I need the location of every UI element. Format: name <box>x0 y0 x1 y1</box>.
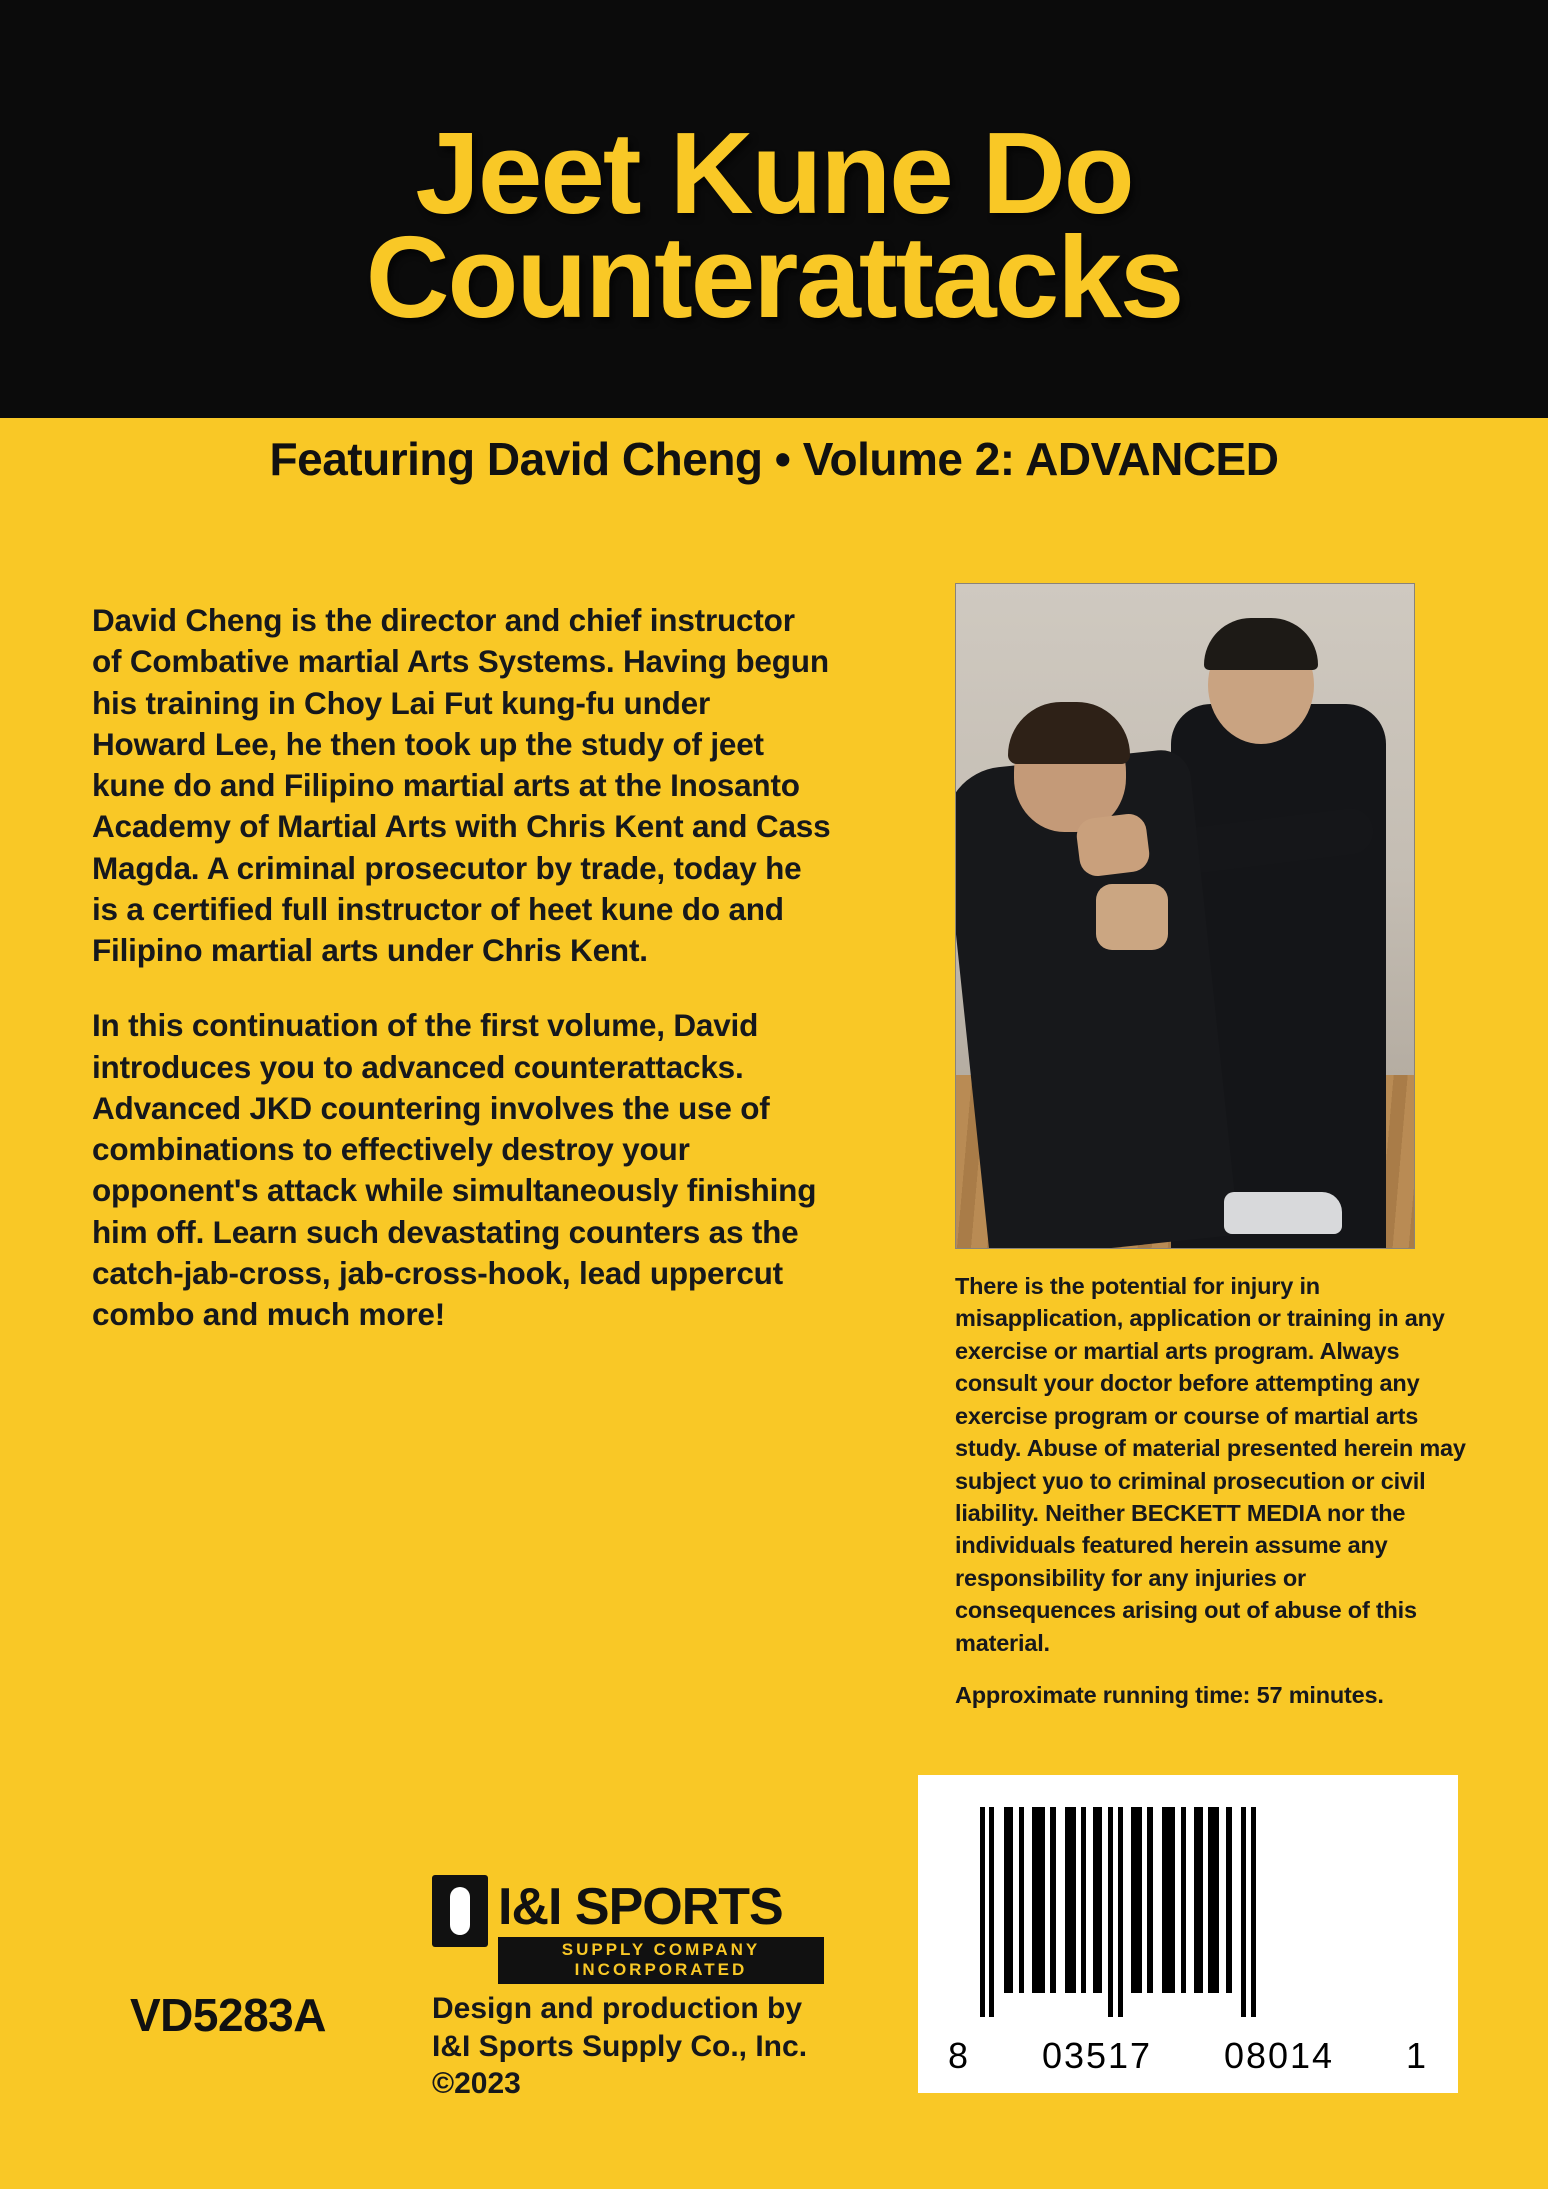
page-title-line-2: Counterattacks <box>365 212 1183 343</box>
photo-shoe <box>1224 1192 1342 1234</box>
logo-name: I&I SPORTS <box>498 1878 783 1936</box>
barcode-gap <box>1186 1807 1194 1993</box>
barcode-gap <box>1153 1807 1162 1993</box>
sku-code: VD5283A <box>130 1989 326 2041</box>
bio-paragraph: David Cheng is the director and chief instructor of Combative martial Arts Systems. Having begun his training in Choy Lai Fut kung-fu under Howard Lee, he then took up the study of jeet kune do and Filipino martial arts at the Inosanto Academy of Martial Arts with Chris Kent and Cass Magda. A criminal prosecutor by trade, today he is a certified full instructor of heet kune do and Filipino martial arts under Chris Kent. <box>92 602 831 968</box>
photo-striking-hand <box>1075 812 1152 878</box>
barcode-bar <box>1131 1807 1142 1993</box>
barcode-bar <box>1004 1807 1013 1993</box>
barcode-gap <box>1232 1807 1241 1993</box>
logo-tagline: SUPPLY COMPANY INCORPORATED <box>498 1937 824 1984</box>
barcode-gap <box>1219 1807 1226 1993</box>
barcode <box>918 1775 1458 2093</box>
barcode-digits <box>918 2035 1458 2077</box>
barcode-gap <box>994 1807 1004 1993</box>
barcode-gap <box>1024 1807 1032 1993</box>
publisher-logo <box>432 1875 824 1979</box>
legal-disclaimer: There is the potential for injury in misapplication, application or training in any exercise or martial arts program. Always consult your doctor before attempting any exercise program or course of martial arts study. Abuse of material presented herein may subject yuo to criminal prosecution or civil liability. Neither BECKETT MEDIA nor the individuals featured herein assume any responsibility for any injuries or consequences arising out of abuse of this material. <box>955 1273 1466 1656</box>
barcode-gap <box>1086 1807 1093 1993</box>
barcode-bar <box>1032 1807 1045 1993</box>
description-column <box>92 600 832 1369</box>
credits-line-2: I&I Sports Supply Co., Inc. <box>432 2029 808 2063</box>
running-time: Approximate running time: 57 minutes. <box>955 1682 1384 1708</box>
barcode-bar <box>1194 1807 1203 1993</box>
credits-line-1: Design and production by <box>432 1992 803 2025</box>
barcode-left-digit: 8 <box>948 2035 971 2076</box>
barcode-group-1: 03517 <box>1041 2035 1153 2076</box>
logo-mark-icon <box>432 1875 488 1947</box>
content-paragraph: In this continuation of the first volume, David introduces you to advanced counterattacks. Advanced JKD countering involves the use of combinations to effectively destroy your opponent's attack while simultaneously finishing him off. Learn such devastating counters as the catch-jab-cross, jab-cross-hook, lead uppercut combo and much more! <box>92 1007 817 1332</box>
barcode-bar <box>1162 1807 1175 1993</box>
barcode-bar <box>1093 1807 1102 1993</box>
barcode-gap <box>1123 1807 1131 1993</box>
title-block <box>0 108 1548 343</box>
photo-guard-fist <box>1096 884 1168 950</box>
page-title-line-1: Jeet Kune Do <box>415 108 1133 238</box>
barcode-gap <box>1056 1807 1065 1993</box>
credits-line-3: ©2023 <box>432 2067 521 2100</box>
barcode-right-digit: 1 <box>1405 2035 1428 2076</box>
cover-photo <box>955 583 1415 1249</box>
production-credits <box>432 1990 902 2103</box>
barcode-group-2: 08014 <box>1223 2035 1335 2076</box>
barcode-bar <box>1208 1807 1219 1993</box>
barcode-bar <box>1065 1807 1076 1993</box>
barcode-bars <box>980 1807 1396 2017</box>
subtitle: Featuring David Cheng • Volume 2: ADVANCED <box>269 433 1279 485</box>
barcode-bar <box>1251 1807 1256 2017</box>
